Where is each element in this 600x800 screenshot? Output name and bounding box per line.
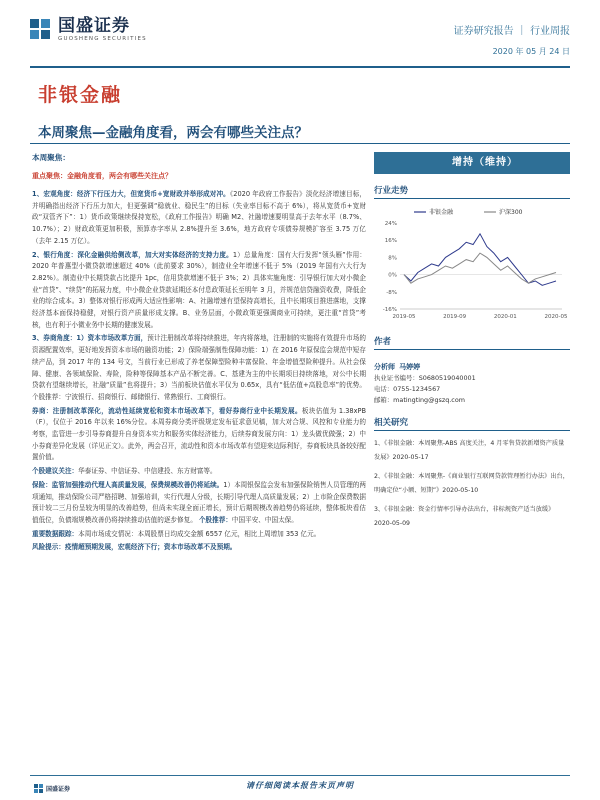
related-item[interactable]: 2、《非银金融：本周聚焦-《商业银行互联网贷款管理暂行办法》出台，明确定位“小额、短期”》2020-05-10	[374, 473, 569, 494]
x-tick-label: 2020-01	[493, 314, 517, 320]
rating-badge: 增持（维持）	[374, 152, 570, 174]
data-tracking	[32, 529, 366, 541]
trend-chart-svg	[374, 203, 570, 325]
license-number: 执业证书编号：S0680519040001	[374, 374, 476, 382]
related-list	[374, 437, 570, 530]
macro-lead: 1、宏观角度：经济下行压力大，但宽货币+宽财政并举形成对冲。	[32, 190, 230, 198]
bank-text: 1）总量角度：国有大行发挥“领头雁”作用：2020 年普惠型小微贷款增速超过 40%（此前要求 30%），制造业全年增速不低于 5%（2019 年国有六大行为 2.82%）。制造业中长期贷款占比提升 1pc，信用贷款增速不低于 3%；2）具体实施角度：引导银行加大对小微企业“首贷”、“续贷”的拓展力度，中小微企业贷款延期还本付息政策延长至明年 3 月，并规范信贷融资收费，降低企业的综合成本。3）整体对银行形成两大适应性影响：A、社融增速有望保持高增长，且中长期项目推进落地，支撑经济基本面保持稳健，对银行资产质量形成支撑。B、业务层面，小微政策更强调商业可持续，更注重“首贷”考核，也有利于小微业务中长期的健康发展。	[32, 250, 366, 329]
broker-lead: 3、券商角度：1）资本市场改革方面，	[32, 334, 148, 343]
author-title: 作者	[374, 335, 570, 350]
title-divider	[30, 143, 570, 144]
focus-line: 重点聚焦：金融角度看，两会有哪些关注点？	[32, 172, 172, 180]
risk-warning-text: 风险提示：疫情超预期发展，宏观经济下行；资本市场改革不及预期。	[32, 543, 237, 552]
legend-label: 非银金融	[429, 209, 454, 216]
analyst-name: 马婷婷	[399, 363, 421, 371]
insurance-picks-text: 中国平安、中国太保。	[231, 515, 298, 524]
data-tracking-text: 本周市场成交情况：本周股票日均成交金额 6557 亿元，相比上周增加 353 亿元。	[78, 529, 321, 538]
report-date: 2020 年 05 月 24 日	[492, 47, 570, 56]
y-tick-label: 16%	[384, 238, 397, 245]
y-tick-label: 24%	[384, 221, 397, 227]
logo-cn: 国盛证券	[58, 16, 130, 36]
main-content	[32, 152, 366, 556]
related-item[interactable]: 3、《非银金融：资金行情率引导办法出台，非标规资产适当放缓》2020-05-09	[374, 506, 555, 527]
x-tick-label: 2019-09	[443, 314, 467, 320]
report-header	[0, 0, 600, 68]
broker-text: 预计注册制改革将持续推进，年内将落地，注册制的实施将有效提升市场的资源配置效率，更好地发挥资本市场的融资功能；2）保险端强制性保障功能：1）在 2016 年原保监会规范中短存续产品，到 2017 年的 134 号文，当前行业已形成了养老保障型险种丰富保险、年金增值型险种提升。从社会保障、健康、各领域保险、寿险，险种等保障基本产品不断完善。C、基建为主的中长期项目持续落地，对公中长期贷款有望继续增长，社融“质量”也将提升；3）当前板块估值水平仅为 0.65x，具有“低估值+高股息率”的优势。个股推荐：宁波银行、招商银行、邮储银行、常熟银行、工商银行。	[32, 334, 366, 401]
broker-paragraph	[32, 333, 366, 403]
footer-divider	[30, 775, 570, 776]
bank-lead: 2、银行角度：深化金融供给侧改革，加大对实体经济的支持力度。	[32, 250, 233, 259]
header-divider	[30, 66, 570, 68]
analyst-label: 分析师	[374, 363, 395, 371]
focus-heading: 本周聚焦：	[32, 153, 70, 162]
y-tick-label: 8%	[388, 255, 397, 262]
securities-paragraph	[32, 406, 366, 465]
report-type: 证券研究报告 ｜ 行业周报	[453, 26, 570, 37]
related-title: 相关研究	[374, 416, 570, 431]
sector-title: 非银金融	[38, 84, 123, 106]
sidebar	[374, 152, 570, 536]
securities-picks-lead: 个股建议关注：	[32, 467, 79, 476]
securities-picks	[32, 466, 366, 478]
footer-logo-text: 国盛证券	[46, 786, 71, 793]
securities-lead: 券商：注册制改革深化，流动性延续宽松和资本市场改革下，看好券商行业中长期发展。	[32, 406, 302, 415]
trend-title: 行业走势	[374, 184, 570, 199]
x-tick-label: 2019-05	[392, 314, 416, 320]
macro-text: 《2020 年政府工作报告》淡化经济增速目标，并明确指出经济下行压力加大，但更强调“稳就业、稳民生”的目标（失业率目标不高于 6%），将从宽货币+宽财政“双管齐下”：1）货币政策继续保持宽松，《政府工作报告》明确 M2、社融增速要明显高于去年水平（8.7%、10.7%）；2）财政政策更加积极，预算赤字率从 2.8%提升至 3.6%，地方政府专项债券规模扩容至 3.75 万亿（去年 2.15 万亿）。	[32, 190, 366, 245]
company-logo	[30, 18, 147, 43]
y-tick-label: -8%	[386, 289, 397, 296]
insurance-paragraph	[32, 480, 366, 527]
y-tick-label: -16%	[382, 307, 397, 313]
data-tracking-lead: 重要数据跟踪：	[32, 529, 79, 538]
footer-disclaimer: 请仔细阅读本报告末页声明	[246, 781, 354, 790]
x-tick-label: 2020-05	[544, 314, 568, 320]
risk-warning	[32, 542, 366, 554]
author-info	[374, 362, 570, 406]
report-title: 本周聚焦—金融角度看，两会有哪些关注点？	[38, 125, 308, 141]
macro-paragraph	[32, 189, 366, 248]
bank-paragraph	[32, 250, 366, 332]
trend-chart	[374, 203, 570, 325]
logo-en: GUOSHENG SECURITIES	[58, 36, 147, 42]
series-line-nonbank	[404, 234, 556, 285]
insurance-picks-lead: 个股推荐：	[198, 515, 232, 524]
series-line-hs300	[404, 253, 556, 283]
related-item[interactable]: 1、《非银金融：本周聚焦-ABS 高度关注，4 月零售贷款新增资产质量发展》2020-05-17	[374, 440, 565, 461]
insurance-lead: 保险：监管加强推动代理人高质量发展，保费规模改善仍将延续。	[32, 480, 224, 489]
securities-picks-text: 华泰证券、中信证券、中信建投、东方财富等。	[78, 467, 217, 476]
logo-mark-icon	[30, 19, 52, 41]
analyst-phone: 电话：0755-1234567	[374, 385, 441, 393]
y-tick-label: 0%	[388, 272, 397, 279]
legend-label: 沪深300	[499, 209, 523, 216]
insurance-text: 1）本周银保监会发布加强保险销售人员管理的两项通知，推动保险公司严格招聘、加强培训，实行代理人分级，长期引导代理人高质量发展；2）上市险企保费数据预计较二三月份呈较为明显的改善趋势，但尚未实现全面正增长，预计后期规模改善趋势仍将延续，整体板块看估值低位，负债端规模改善仍将持续推动估值的逐步修复。	[32, 480, 366, 524]
analyst-email: 邮箱：matingting@gszq.com	[374, 396, 465, 404]
securities-text: 板块估值为 1.38xPB（F），仅位于 2016 年以来 16%分位。本周券商分类评级规定发布征求意见稿，加大对合规、风控和专业能力的考察，监管进一步引导券商提升自身资本实力和服务实体经济能力，后续券商发展方向：1）龙头做优做强；2）中小券商差异化发展（详见正文）。此外，两会召开，流动性和资本市场改革有望迎来边际利好，券商板块具备较好配置价值。	[32, 406, 366, 462]
